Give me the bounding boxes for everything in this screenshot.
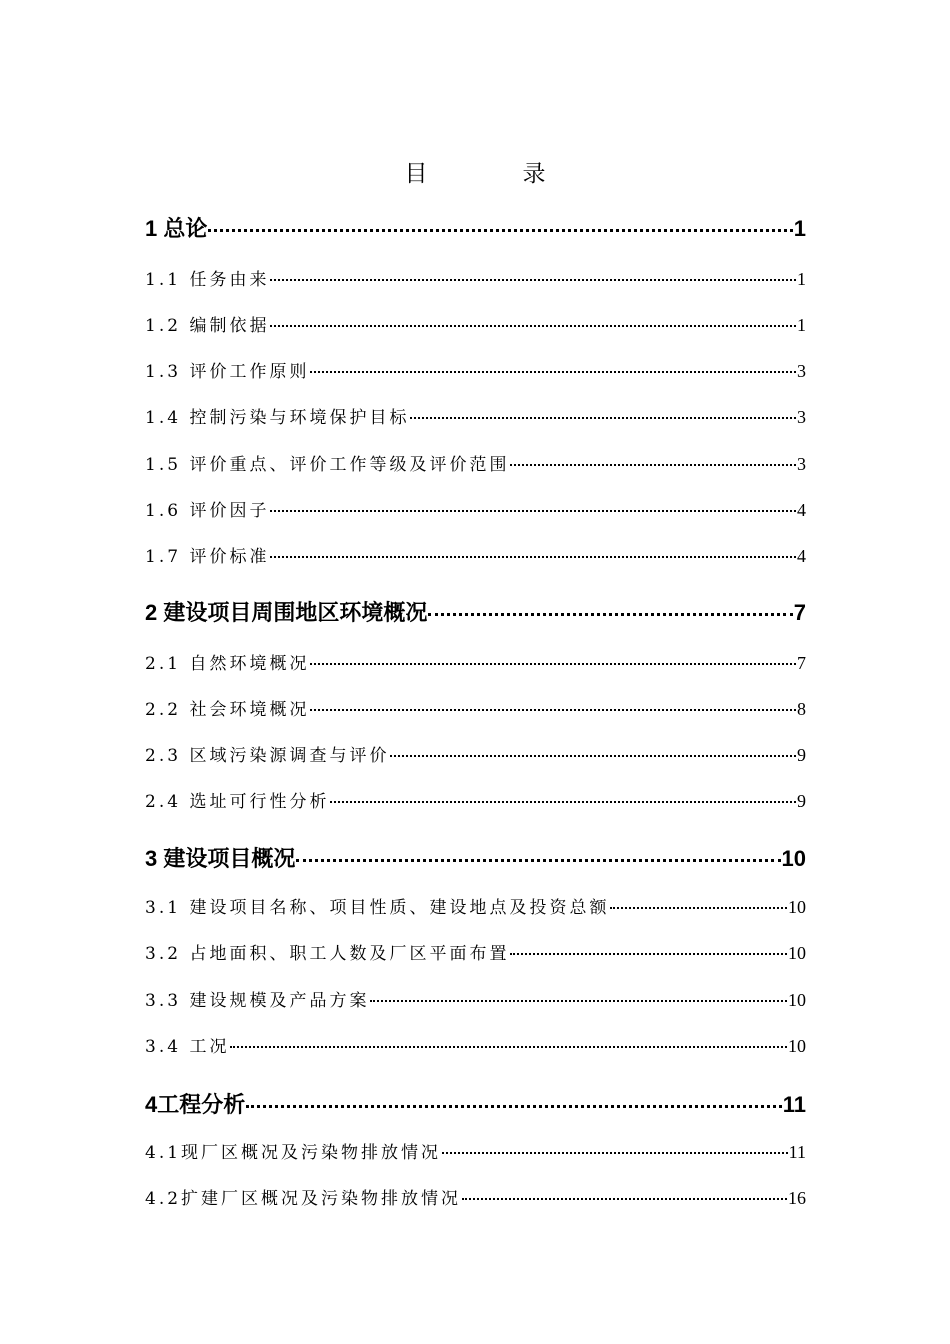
toc-entry-label: 1.5 评价重点、评价工作等级及评价范围 [145, 455, 510, 475]
toc-entry-page: 4 [797, 500, 806, 520]
toc-entry-page: 10 [788, 897, 806, 917]
toc-entry-label: 1.3 评价工作原则 [145, 362, 310, 382]
toc-entry-label: 4.2扩建厂区概况及污染物排放情况 [145, 1189, 462, 1209]
toc-entry[interactable] [145, 842, 806, 873]
toc-entry-page: 1 [793, 216, 806, 241]
toc-entry-page: 10 [788, 1036, 806, 1056]
toc-entry[interactable] [145, 1088, 806, 1119]
dot-leader [270, 279, 796, 281]
dot-leader [330, 801, 796, 803]
toc-entry-label: 3 建设项目概况 [145, 846, 296, 871]
toc-entry-label: 1.6 评价因子 [145, 501, 270, 521]
dot-leader [610, 907, 787, 909]
toc-entry-page: 1 [797, 269, 806, 289]
toc-entry-label: 3.1 建设项目名称、项目性质、建设地点及投资总额 [145, 898, 610, 918]
toc-entry-page: 10 [788, 990, 806, 1010]
toc-entry-page: 10 [788, 943, 806, 963]
toc-entry[interactable] [145, 450, 806, 475]
toc-entry[interactable] [145, 893, 806, 918]
toc-entry[interactable] [145, 787, 806, 812]
toc-entry-label: 2.4 选址可行性分析 [145, 792, 330, 812]
dot-leader [310, 663, 796, 665]
toc-entry-label: 3.3 建设规模及产品方案 [145, 991, 370, 1011]
toc-entry[interactable] [145, 496, 806, 521]
toc-entry[interactable] [145, 741, 806, 766]
toc-entry-page: 4 [797, 546, 806, 566]
toc-entry-label: 2 建设项目周围地区环境概况 [145, 600, 428, 625]
dot-leader [510, 464, 796, 466]
dot-leader [270, 556, 796, 558]
toc-entry-page: 3 [797, 361, 806, 381]
toc-entry-label: 1.2 编制依据 [145, 316, 270, 336]
toc-entry-page: 3 [797, 454, 806, 474]
toc-entry[interactable] [145, 596, 806, 627]
toc-entry-page: 9 [797, 745, 806, 765]
toc-entry[interactable] [145, 357, 806, 382]
toc-entry-label: 2.2 社会环境概况 [145, 700, 310, 720]
toc-entry-label: 3.2 占地面积、职工人数及厂区平面布置 [145, 944, 510, 964]
toc-entry[interactable] [145, 311, 806, 336]
dot-leader [208, 229, 792, 232]
toc-entry-page: 8 [797, 699, 806, 719]
dot-leader [270, 510, 796, 512]
toc-entry-page: 9 [797, 791, 806, 811]
toc-entry-page: 1 [797, 315, 806, 335]
toc-entry-page: 7 [793, 600, 806, 625]
toc-entry-label: 4工程分析 [145, 1092, 246, 1117]
toc-entry[interactable] [145, 212, 806, 243]
dot-leader [442, 1152, 788, 1154]
toc-entry-label: 1.1 任务由来 [145, 270, 270, 290]
toc-entry-page: 7 [797, 653, 806, 673]
toc-entry[interactable] [145, 1032, 806, 1057]
dot-leader [310, 371, 796, 373]
dot-leader [510, 953, 787, 955]
toc-entry-page: 3 [797, 407, 806, 427]
dot-leader [462, 1198, 787, 1200]
toc-entry-label: 1 总论 [145, 216, 208, 241]
toc-entry-page: 10 [781, 846, 806, 871]
page-title: 目 录 [404, 161, 582, 187]
dot-leader [296, 859, 780, 862]
dot-leader [428, 613, 792, 616]
toc-entry-label: 2.1 自然环境概况 [145, 654, 310, 674]
toc-entry-label: 1.7 评价标准 [145, 547, 270, 567]
toc-entry[interactable] [145, 939, 806, 964]
toc-entry-page: 16 [788, 1188, 806, 1208]
toc-entry-page: 11 [782, 1092, 806, 1117]
toc-entry[interactable] [145, 265, 806, 290]
toc-entry-label: 4.1现厂区概况及污染物排放情况 [145, 1143, 442, 1163]
dot-leader [310, 709, 796, 711]
dot-leader [246, 1105, 781, 1108]
dot-leader [370, 1000, 787, 1002]
dot-leader [270, 325, 796, 327]
toc-entry-label: 2.3 区域污染源调查与评价 [145, 746, 390, 766]
dot-leader [390, 755, 796, 757]
dot-leader [230, 1046, 787, 1048]
toc-entry[interactable] [145, 1138, 806, 1163]
toc-entry[interactable] [145, 1184, 806, 1209]
toc-entry[interactable] [145, 695, 806, 720]
toc-entry[interactable] [145, 542, 806, 567]
toc-entry-page: 11 [788, 1142, 806, 1162]
toc-entry[interactable] [145, 403, 806, 428]
dot-leader [410, 417, 796, 419]
toc-entry-label: 1.4 控制污染与环境保护目标 [145, 408, 410, 428]
toc-entry-label: 3.4 工况 [145, 1037, 230, 1057]
toc-entry[interactable] [145, 649, 806, 674]
toc-entry[interactable] [145, 986, 806, 1011]
